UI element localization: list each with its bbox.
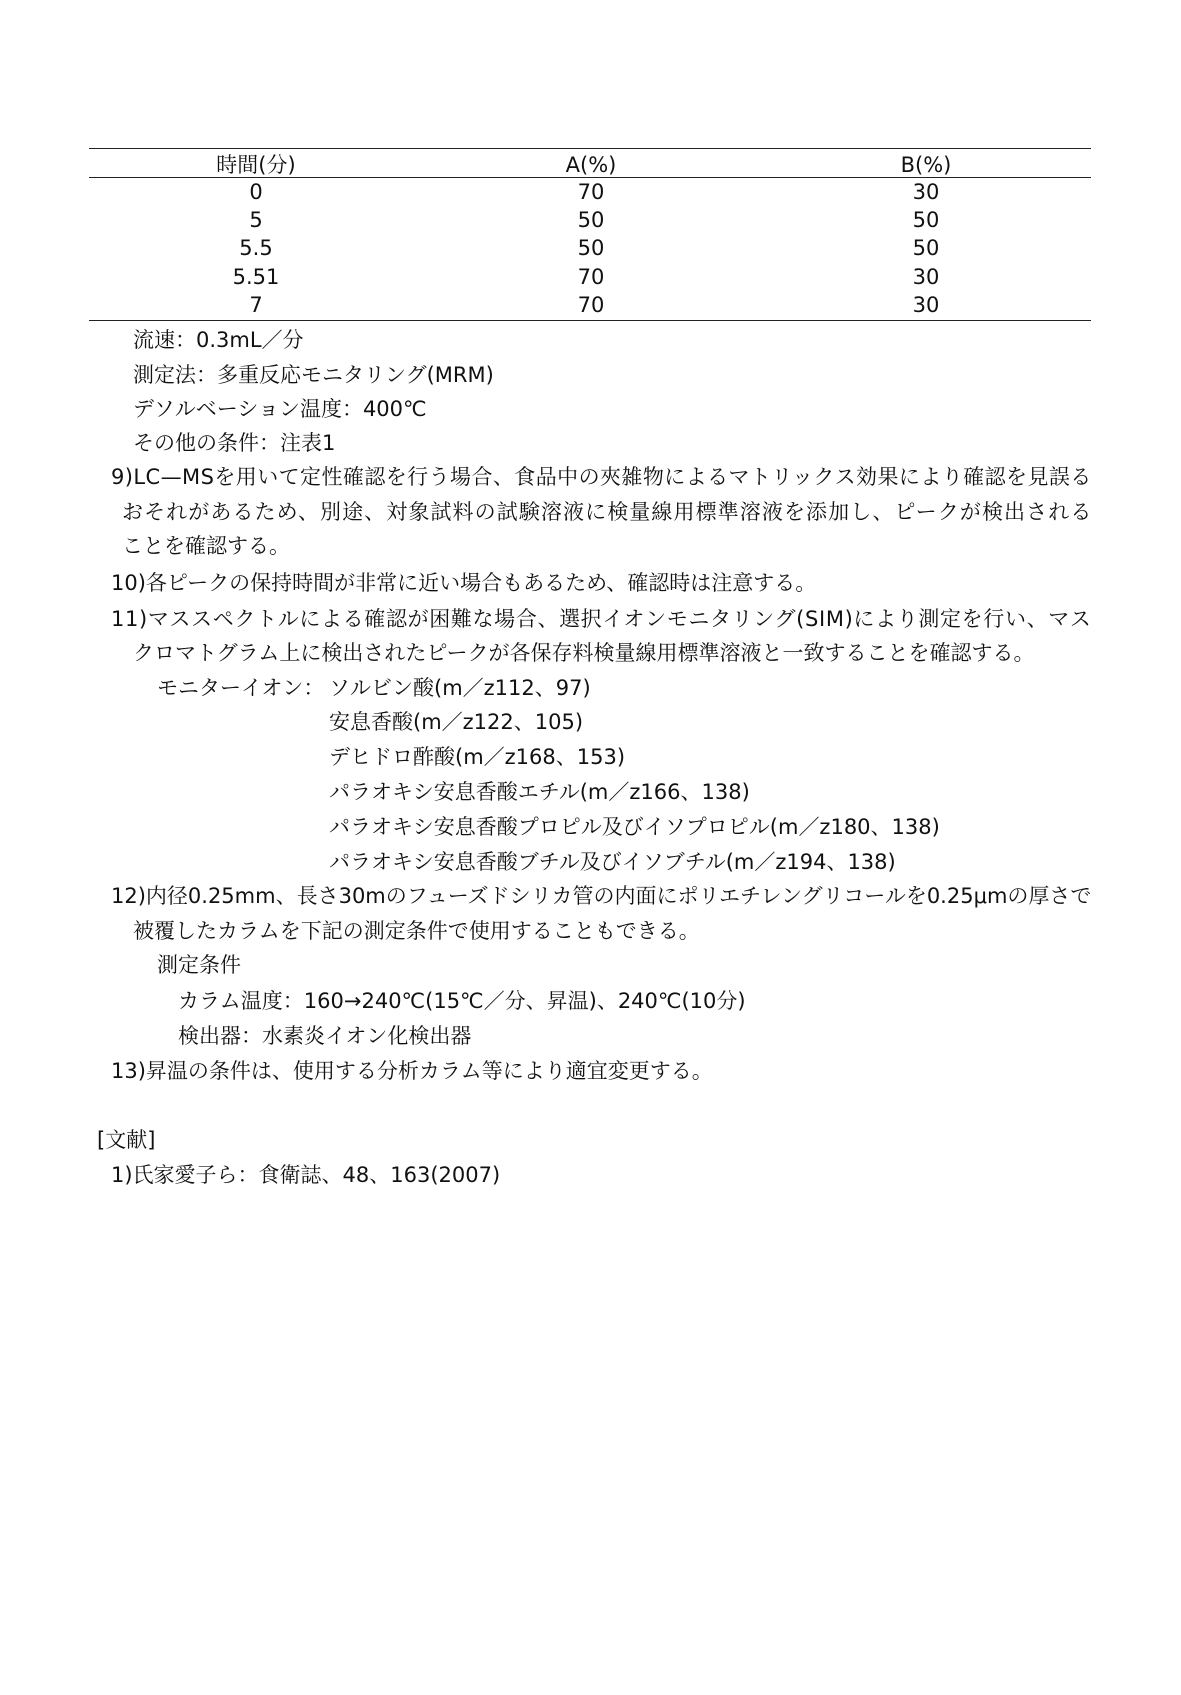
monitor-ion-item: デヒドロ酢酸(m／z168、153) — [329, 745, 626, 769]
header-time: 時間(分) — [216, 153, 296, 177]
gc-detector: 検出器：水素炎イオン化検出器 — [178, 1024, 472, 1048]
note-9-line-2: おそれがあるため、別途、対象試料の試験溶液に検量線用標準溶液を添加し、ピークが検出される — [122, 500, 1093, 524]
cell-a: 50 — [577, 236, 605, 260]
gc-conditions-title: 測定条件 — [157, 953, 241, 977]
references-heading: [文献] — [97, 1128, 156, 1152]
gc-column-temp: カラム温度：160→240℃(15℃／分、昇温)、240℃(10分) — [178, 989, 746, 1013]
reference-item: 1)氏家愛子ら：食衛誌、48、163(2007) — [111, 1163, 501, 1187]
cell-b: 50 — [912, 208, 940, 232]
monitor-ion-item: パラオキシ安息香酸プロピル及びイソプロピル(m／z180、138) — [329, 815, 940, 839]
cell-time: 5.51 — [232, 265, 280, 289]
monitor-ion-item: パラオキシ安息香酸エチル(m／z166、138) — [329, 780, 750, 804]
note-10: 10)各ピークの保持時間が非常に近い場合もあるため、確認時は注意する。 — [111, 571, 817, 595]
table-bottom-rule — [89, 320, 1091, 321]
cell-b: 30 — [912, 265, 940, 289]
flow-rate: 流速：0.3mL／分 — [133, 328, 304, 352]
monitor-ion-item: ソルビン酸(m／z112、97) — [329, 676, 591, 700]
header-b: B(%) — [900, 153, 952, 177]
header-a: A(%) — [565, 153, 617, 177]
note-12-line-2: 被覆したカラムを下記の測定条件で使用することもできる。 — [133, 919, 700, 943]
note-9-line-1: 9)LC—MSを用いて定性確認を行う場合、食品中の夾雑物によるマトリックス効果により確認を見誤る — [111, 465, 1092, 489]
cell-time: 5.5 — [239, 236, 273, 260]
note-12-line-1: 12)内径0.25mm、長さ30mのフューズドシリカ管の内面にポリエチレングリコールを0.25μmの厚さで — [111, 884, 1092, 908]
cell-a: 50 — [577, 208, 605, 232]
measurement-method: 測定法：多重反応モニタリング(MRM) — [133, 363, 494, 387]
cell-time: 7 — [249, 293, 263, 317]
desolvation-temp: デソルベーション温度：400℃ — [133, 397, 427, 421]
table-top-rule — [89, 148, 1091, 149]
cell-b: 30 — [912, 180, 940, 204]
other-conditions: その他の条件：注表1 — [133, 431, 336, 455]
cell-time: 5 — [249, 208, 263, 232]
cell-time: 0 — [249, 180, 263, 204]
cell-a: 70 — [577, 293, 605, 317]
note-11-line-2: クロマトグラム上に検出されたピークが各保存料検量線用標準溶液と一致することを確認する。 — [133, 641, 1035, 665]
cell-a: 70 — [577, 180, 605, 204]
cell-a: 70 — [577, 265, 605, 289]
note-9-line-3: ことを確認する。 — [122, 534, 290, 558]
table-header-rule — [89, 177, 1091, 178]
cell-b: 30 — [912, 293, 940, 317]
note-11-line-1: 11)マススペクトルによる確認が困難な場合、選択イオンモニタリング(SIM)により測定を行い、マス — [111, 607, 1092, 631]
monitor-ions-label: モニターイオン： — [157, 676, 325, 700]
monitor-ion-item: 安息香酸(m／z122、105) — [329, 710, 584, 734]
monitor-ion-item: パラオキシ安息香酸ブチル及びイソブチル(m／z194、138) — [329, 850, 896, 874]
cell-b: 50 — [912, 236, 940, 260]
note-13: 13)昇温の条件は、使用する分析カラム等により適宜変更する。 — [111, 1059, 713, 1083]
